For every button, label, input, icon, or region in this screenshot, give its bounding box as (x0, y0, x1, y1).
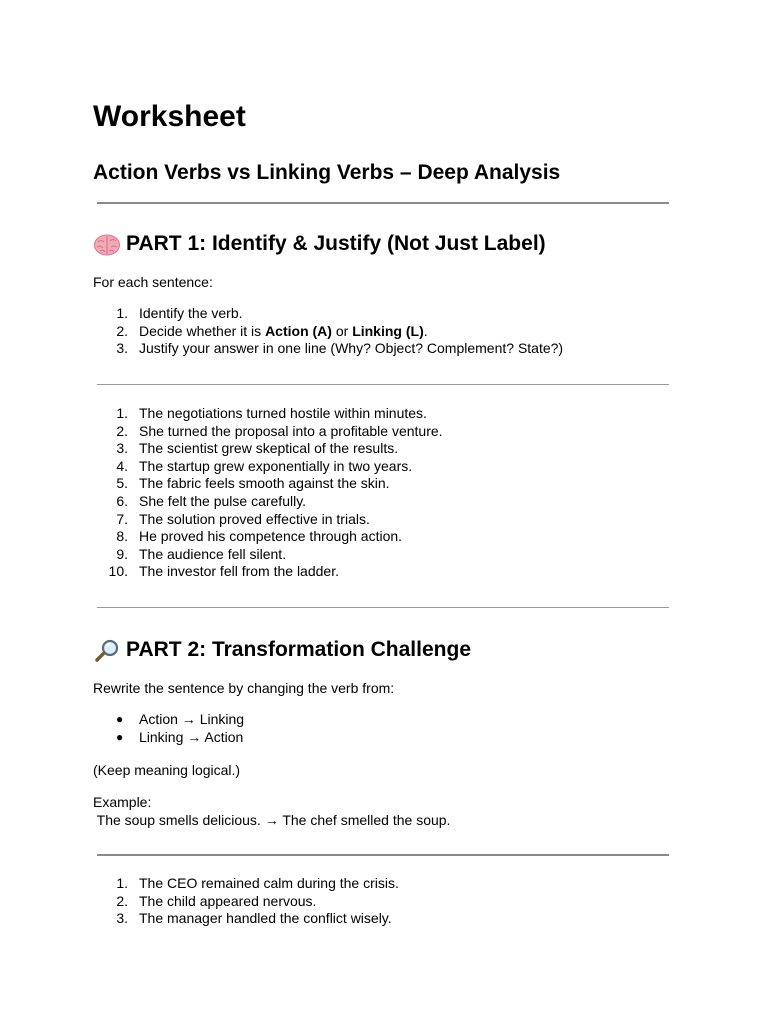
brain-icon (93, 233, 121, 257)
list-item: 1. Identify the verb. (116, 305, 243, 321)
part1-intro: For each sentence: (93, 274, 213, 290)
list-item: 6. She felt the pulse carefully. (116, 492, 307, 509)
list-item: 1. The CEO remained calm during the crisis. (116, 875, 399, 891)
list-item: 2. The child appeared nervous. (116, 892, 317, 909)
example-text: The soup smells delicious. → The chef smelled the soup. (93, 812, 451, 828)
list-item: 8. He proved his competence through action. (116, 528, 403, 545)
list-item: 3. The scientist grew skeptical of the results. (116, 440, 399, 457)
magnifying-glass-icon (93, 639, 121, 663)
part1-sentence-list (93, 405, 443, 581)
part2-note: (Keep meaning logical.) (93, 762, 241, 778)
page-title: Worksheet (93, 100, 246, 133)
example-label: Example: (93, 794, 152, 810)
part1-heading (93, 230, 546, 258)
part2-heading (93, 636, 471, 664)
list-item: 9. The audience fell silent. (116, 545, 287, 562)
part1-instructions (93, 305, 563, 358)
part2-bullets (93, 711, 244, 746)
part2-heading-text: PART 2: Transformation Challenge (126, 638, 471, 661)
part2-sentence-list (93, 875, 399, 928)
divider (97, 607, 669, 608)
list-item: ● Action → Linking (116, 711, 245, 727)
part1-heading-text: PART 1: Identify & Justify (Not Just Label) (126, 232, 546, 255)
list-item: 3. Justify your answer in one line (Why? Object? Complement? State?) (116, 340, 564, 357)
divider (97, 202, 669, 204)
list-item: 2. She turned the proposal into a profitable venture. (116, 422, 443, 439)
list-item: 2. Decide whether it is Action (A) or Linking (L). (116, 322, 428, 339)
part2-intro: Rewrite the sentence by changing the verb from: (93, 680, 395, 696)
divider (97, 384, 669, 385)
list-item: 4. The startup grew exponentially in two years. (116, 457, 413, 474)
list-item: 7. The solution proved effective in trials. (116, 510, 370, 527)
divider (97, 854, 669, 856)
list-item: 3. The manager handled the conflict wisely. (116, 910, 392, 927)
list-item: 10. The investor fell from the ladder. (108, 563, 339, 580)
list-item: 1. The negotiations turned hostile within minutes. (116, 405, 427, 421)
list-item: 5. The fabric feels smooth against the skin. (116, 475, 390, 492)
list-item: ● Linking → Action (116, 728, 244, 745)
page-subtitle: Action Verbs vs Linking Verbs – Deep Analysis (93, 161, 561, 184)
